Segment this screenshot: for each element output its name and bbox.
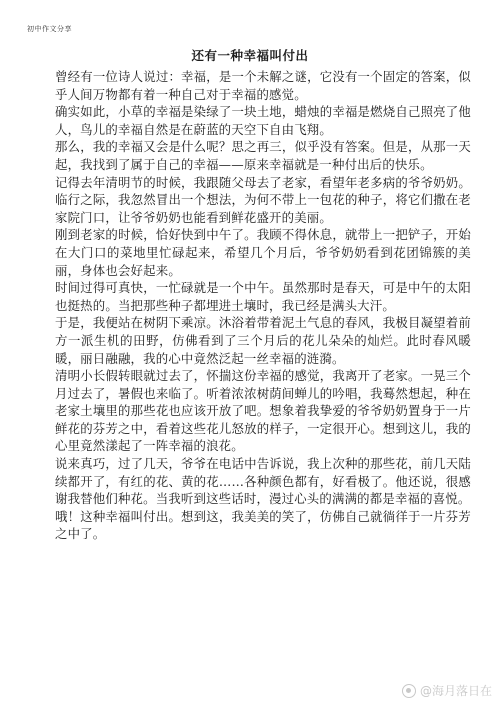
watermark [402, 682, 492, 699]
paragraph: 记得去年清明节的时候，我跟随父母去了老家，看望年老多病的爷爷奶奶。临行之际，我忽然冒出一个想法，为何不带上一包花的种子，将它们撒在老家院门口，让爷爷奶奶也能看到鲜花盛开的美丽。 [55, 174, 471, 225]
paragraph: 确实如此，小草的幸福是染绿了一块土地，蜡烛的幸福是燃烧自己照亮了他人，鸟儿的幸福自然是在蔚蓝的天空下自由飞翔。 [55, 104, 471, 137]
paragraph: 清明小长假转眼就过去了，怀揣这份幸福的感觉，我离开了老家。一晃三个月过去了，暑假也来临了。听着浓浓树荫间蝉儿的吟唱，我蓦然想起，种在老家土壤里的那些花也应该开放了吧。想象着我挚爱的爷爷奶奶置身于一片鲜花的芬芳之中，看着这些花儿怒放的样子，一定很开心。想到这儿，我的心里竟然漾起了一阵幸福的浪花。 [55, 368, 471, 454]
watermark-logo-icon [402, 684, 416, 698]
category-label: 初中作文分享 [27, 25, 72, 33]
paragraph: 于是，我便站在树阴下乘凉。沐浴着带着泥土气息的春风，我极目凝望着前方一派生机的田野，仿佛看到了三个月后的花儿朵朵的灿烂。此时春风暖暖，丽日融融，我的心中竟然泛起一丝幸福的涟漪。 [55, 315, 471, 366]
article-body [55, 68, 471, 543]
paragraph: 曾经有一位诗人说过：幸福，是一个未解之谜，它没有一个固定的答案，似乎人间万物都有着一种自己对于幸福的感觉。 [55, 69, 471, 102]
paragraph: 说来真巧，过了几天，爷爷在电话中告诉说，我上次种的那些花，前几天陆续都开了，有红的花、黄的花……各种颜色都有，好看极了。他还说，很感谢我替他们种花。当我听到这些话时，漫过心头的满满的都是幸福的喜悦。 [55, 456, 471, 507]
article-title: 还有一种幸福叫付出 [191, 48, 309, 63]
paragraph: 刚到老家的时候，恰好快到中午了。我顾不得休息，就带上一把铲子，开始在大门口的菜地里忙碌起来，希望几个月后，爷爷奶奶看到花团锦簇的美丽，身体也会好起来。 [55, 227, 471, 278]
paragraph: 时间过得可真快，一忙碌就是一个中午。虽然那时是春天，可是中午的太阳也挺热的。当把那些种子都埋进土壤时，我已经是满头大汗。 [55, 280, 471, 313]
paragraph: 哦！这种幸福叫付出。想到这，我美美的笑了，仿佛自己就徜徉于一片芬芳之中了。 [55, 508, 471, 542]
watermark-text: @海月落日在 [419, 684, 492, 698]
paragraph: 那么，我的幸福又会是什么呢？思之再三，似乎没有答案。但是，从那一天起，我找到了属于自己的幸福——原来幸福就是一种付出后的快乐。 [55, 139, 471, 172]
